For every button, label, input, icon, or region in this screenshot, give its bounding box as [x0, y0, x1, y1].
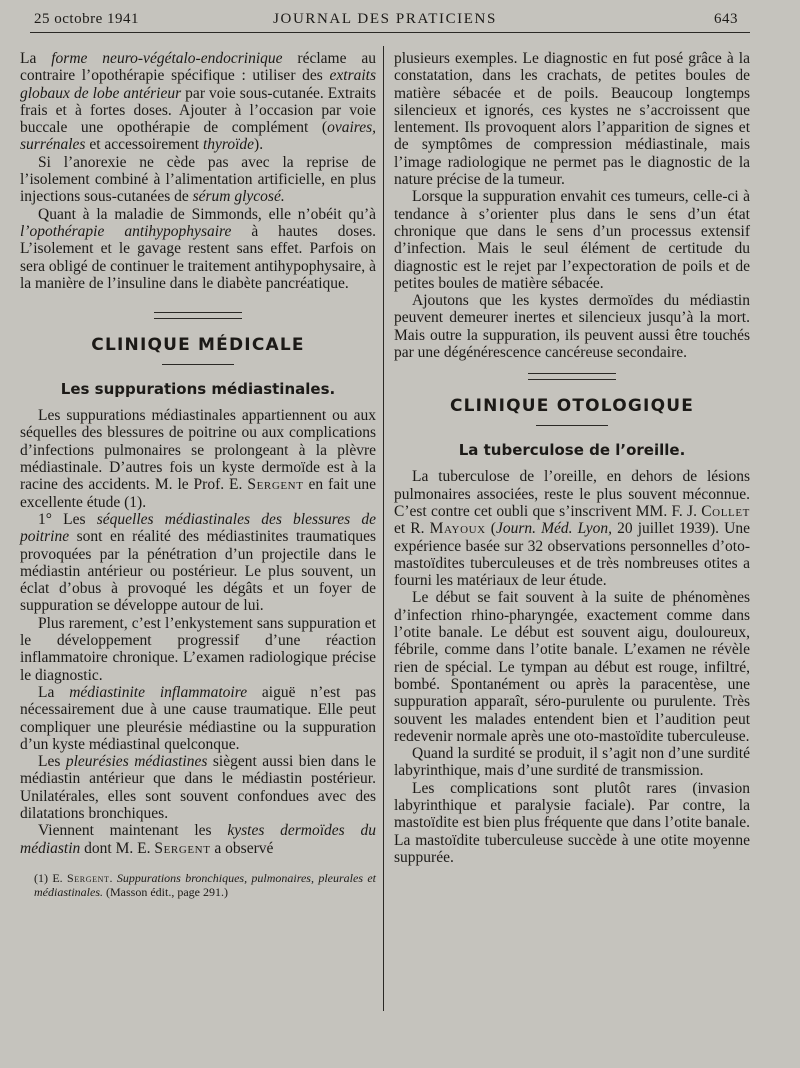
right-column: [394, 50, 750, 866]
article-title: La tuberculose de l’oreille.: [458, 441, 686, 460]
paragraph: [20, 206, 376, 292]
text-run: réclame au contraire l’opothérapie spécifique : utiliser des: [20, 50, 376, 85]
column-divider: [383, 46, 384, 1011]
paragraph: [394, 50, 750, 188]
text-run: .: [109, 870, 117, 885]
text-run: La: [38, 683, 70, 701]
paragraph: [394, 188, 750, 292]
paragraph: [394, 745, 750, 780]
text-run: Si l’anorexie ne cède pas avec la reprise de l’isolement combiné à l’alimentation artificielle, en plus injections sous-cutanées de: [20, 153, 376, 206]
paragraph: [20, 154, 376, 206]
text-run: en fait une excellente étude (1).: [20, 476, 377, 511]
text-run: Les: [38, 753, 66, 771]
text-run: (: [485, 520, 496, 538]
paragraph: [20, 511, 376, 615]
header-rule: [30, 32, 750, 33]
italic-run: Suppurations bronchiques, pulmonaires, pleurales et médiastinales.: [34, 870, 377, 899]
paragraph: [394, 468, 750, 589]
paragraph: [20, 50, 376, 154]
left-column: [20, 50, 376, 899]
text-run: La tuberculose de l’oreille, en dehors de lésions pulmonaires associées, reste le plus souvent méconnue. C’est contre cet oubli que s’inscrivent MM. F. J.: [394, 468, 750, 520]
section-heading: CLINIQUE MÉDICALE: [91, 335, 305, 356]
italic-run: Journ. Méd. Lyon,: [495, 520, 613, 538]
text-run: siègent aussi bien dans le médiastin antérieur que dans le médiastin postérieur. Unilatérales, elles sont souvent confondues avec des dilatations bronchiques.: [20, 753, 376, 822]
paragraph: [20, 822, 376, 857]
text-run: par voie sous-cutanée. Extraits frais et à fortes doses. Ajouter à l’occasion par voie buccale une opothérapie de complément (: [20, 84, 376, 137]
running-header: [32, 8, 738, 30]
section-double-rule: [528, 373, 616, 380]
author-name: Collet: [701, 502, 750, 520]
italic-run: kystes dermoïdes du médiastin: [20, 822, 377, 857]
section-underline: [536, 425, 608, 426]
text-run: Lorsque la suppuration envahit ces tumeurs, celle-ci à tendance à s’orienter plus dans le sens d’un état chronique que dans le sens d’un processus extensif d’infection. Mais le seul élément de certitude du diagnostic est le rejet par l’expectoration de poils et de petites boules de matière sébacée.: [394, 188, 750, 292]
text-run: à hautes doses. L’isolement et le gavage restent sans effet. Parfois on sera obligé de continuer le traitement antihypophysaire, à la manière de l’insuline dans le diabète pancréatique.: [20, 222, 377, 292]
text-run: (1) E.: [34, 870, 68, 885]
text-run: Les complications sont plutôt rares (invasion labyrinthique et paralysie faciale). Par contre, la mastoïdite est bien plus fréquente que dans l’otite banale. La mastoïdite tuberculeuse succède à une otite moyenne suppurée.: [394, 779, 750, 866]
italic-run: médiastinite inflammatoire: [69, 683, 248, 701]
text-run: et R.: [394, 520, 430, 538]
section-underline: [162, 364, 234, 365]
paragraph: [20, 615, 376, 684]
text-run: et accessoirement: [85, 136, 203, 154]
text-run: 20 juillet 1939). Une expérience basée sur 32 observations personnelles d’oto-mastoïdites tuberculeuses et de très nombreuses otites a fourni les matériaux de leur étude.: [394, 520, 750, 590]
paragraph: [394, 780, 750, 866]
text-run: Plus rarement, c’est l’enkystement sans suppuration et le développement progressif d’une réaction inflammatoire chronique. L’examen radiologique précise le diagnostic.: [20, 614, 376, 684]
text-run: Quant à la maladie de Simmonds, elle n’obéit qu’à: [38, 205, 376, 223]
text-run: Ajoutons que les kystes dermoïdes du médiastin peuvent demeurer inertes et silencieux jusqu’à la mort. Mais outre la suppuration, ils peuvent aussi être touchés par une dégénérescence cancéreuse secondaire.: [394, 292, 750, 362]
text-run: aiguë n’est pas nécessairement due à une cause traumatique. Elle peut compliquer une pleurésie médiastine ou la suppuration d’un kyste médiastinal quelconque.: [20, 683, 376, 753]
article-title: Les suppurations médiastinales.: [60, 380, 336, 399]
paragraph: [20, 684, 376, 753]
paragraph: [394, 589, 750, 745]
paragraph: [20, 407, 376, 511]
section-double-rule: [154, 312, 242, 319]
text-run: Viennent maintenant les: [38, 822, 228, 840]
italic-run: pleurésies médiastines: [65, 753, 208, 771]
author-name: Sergent: [154, 839, 211, 857]
author-name: Mayoux: [429, 520, 486, 538]
paragraph: [20, 753, 376, 822]
text-run: Les suppurations médiastinales appartiennent ou aux séquelles des blessures de poitrine ou aux complications d’infections pulmonaires se prolongeant à la plèvre médiastinale. D’autres fois un kyste dermoïde est à la racine des accidents. M. le Prof. E.: [20, 407, 376, 494]
text-run: a observé: [210, 839, 274, 857]
author-name: Sergent: [247, 476, 304, 494]
header-page-number: 643: [714, 11, 738, 27]
text-run: plusieurs exemples. Le diagnostic en fut posé grâce à la constatation, dans les crachats, de petites boules de matière sébacée et de poils. Beaucoup longtemps silencieux et ignorés, ces kystes ne s’accroissent que lentement. Ils provoquent alors l’apparition de signes et de symptômes de compression médiastinale, mais l’image radiologique ne permet pas le diagnostic de la nature précise de la tumeur.: [394, 50, 750, 189]
italic-run: ovaires, surrénales: [20, 119, 376, 154]
text-run: Le début se fait souvent à la suite de phénomènes d’infection rhino-pharyngée, exactement comme dans l’otite banale. Le début est souvent aigu, douloureux, fébrile, comme dans l’otite banale. L’examen ne révèle rien de spécial. Le tympan au début est rouge, infiltré, bombé. Spontanément ou après la paracentèse, une suppuration apparaît, séro-purulente ou purulente. Très souvent les malades entendent bien et l’audition peut redevenir normale après une oto-mastoïdite tuberculeuse.: [394, 589, 750, 745]
footnote: [20, 871, 376, 899]
text-run: (Masson édit., page 291.): [103, 884, 228, 899]
paragraph: [394, 292, 750, 361]
text-run: La: [20, 50, 52, 67]
header-journal-title: JOURNAL DES PRATICIENS: [273, 11, 497, 27]
italic-run: l’opothérapie antihypophysaire: [20, 222, 232, 240]
italic-run: forme neuro-végétalo-endocrinique: [51, 50, 283, 67]
section-heading: CLINIQUE OTOLOGIQUE: [449, 396, 695, 417]
italic-run: thyroïde: [202, 136, 255, 154]
text-run: ).: [254, 136, 264, 154]
italic-run: sérum glycosé.: [192, 188, 285, 206]
header-date: 25 octobre 1941: [34, 11, 139, 27]
italic-run: extraits globaux de lobe antérieur: [20, 67, 376, 102]
text-run: 1° Les: [38, 510, 97, 528]
italic-run: séquelles médiastinales des blessures de poitrine: [20, 510, 377, 546]
text-run: sont en réalité des médiastinites traumatiques provoquées par la pénétration d’un projectile dans le médiastin antérieur ou postérieur. Le plus souvent, un éclat d’obus à provoqué les dégâts et un foyer de suppuration se développe autour de lui.: [20, 528, 376, 615]
text-run: Quand la surdité se produit, il s’agit non d’une surdité labyrinthique, mais d’une surdité de transmission.: [394, 745, 750, 780]
author-name: Sergent: [67, 870, 110, 885]
text-run: dont M. E.: [80, 839, 155, 857]
